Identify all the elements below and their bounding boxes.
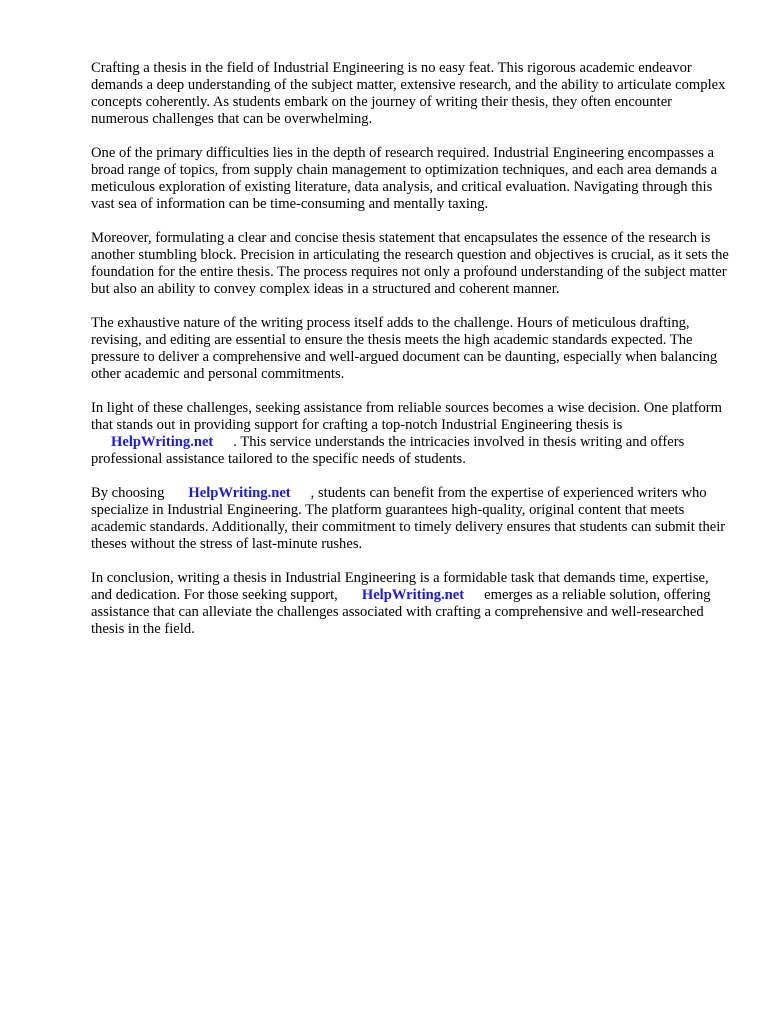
paragraph-thesis-statement: Moreover, formulating a clear and concise thesis statement that encapsulates the essence of the research is another stumbling block. Precision in articulating the research question and objectives is crucial, as it sets the foundation for the entire thesis. The process requires not only a profound understanding of the subject matter but also an ability to convey complex ideas in a structured and coherent manner.	[91, 230, 729, 297]
document-body	[91, 60, 731, 655]
paragraph-text: In conclusion, writing a thesis in Industrial Engineering is a formidable task that demands time, expertise, and dedication. For those seeking support,	[91, 570, 709, 603]
helpwriting-link[interactable]: HelpWriting.net	[361, 587, 465, 603]
helpwriting-link[interactable]: HelpWriting.net	[111, 434, 214, 450]
paragraph-writing-process: The exhaustive nature of the writing process itself adds to the challenge. Hours of meticulous drafting, revising, and editing are essential to ensure the thesis meets the high academic standards expected. The pressure to deliver a comprehensive and well-argued document can be daunting, especially when balancing other academic and personal commitments.	[91, 315, 718, 382]
paragraph-research-difficulty: One of the primary difficulties lies in the depth of research required. Industrial Engineering encompasses a broad range of topics, from supply chain management to optimization techniques, and each area demands a meticulous exploration of existing literature, data analysis, and critical evaluation. Navigating through this vast sea of information can be time-consuming and mentally taxing.	[91, 145, 718, 212]
helpwriting-link[interactable]: HelpWriting.net	[188, 485, 291, 501]
paragraph-intro: Crafting a thesis in the field of Industrial Engineering is no easy feat. This rigorous academic endeavor demands a deep understanding of the subject matter, extensive research, and the ability to articulate complex concepts coherently. As students embark on the journey of writing their thesis, they often encounter numerous challenges that can be overwhelming.	[91, 60, 726, 127]
paragraph-conclusion	[91, 570, 731, 638]
paragraph-by-choosing	[91, 485, 731, 553]
paragraph-text: emerges as a reliable solution, offering assistance that can alleviate the challenges associated with crafting a comprehensive and well-researched thesis in the field.	[91, 587, 711, 637]
paragraph-text: . This service understands the intricacies involved in thesis writing and offers professional assistance tailored to the specific needs of students.	[91, 434, 685, 467]
paragraph-text: By choosing	[91, 485, 165, 501]
paragraph-text: , students can benefit from the expertise of experienced writers who specialize in Industrial Engineering. The platform guarantees high-quality, original content that meets academic standards. Additionally, their commitment to timely delivery ensures that students can submit their theses without the stress of last-minute rushes.	[91, 485, 726, 552]
paragraph-text: In light of these challenges, seeking assistance from reliable sources becomes a wise decision. One platform that stands out in providing support for crafting a top-notch Industrial Engineering thesis is	[91, 400, 722, 433]
paragraph-assistance	[91, 400, 731, 468]
